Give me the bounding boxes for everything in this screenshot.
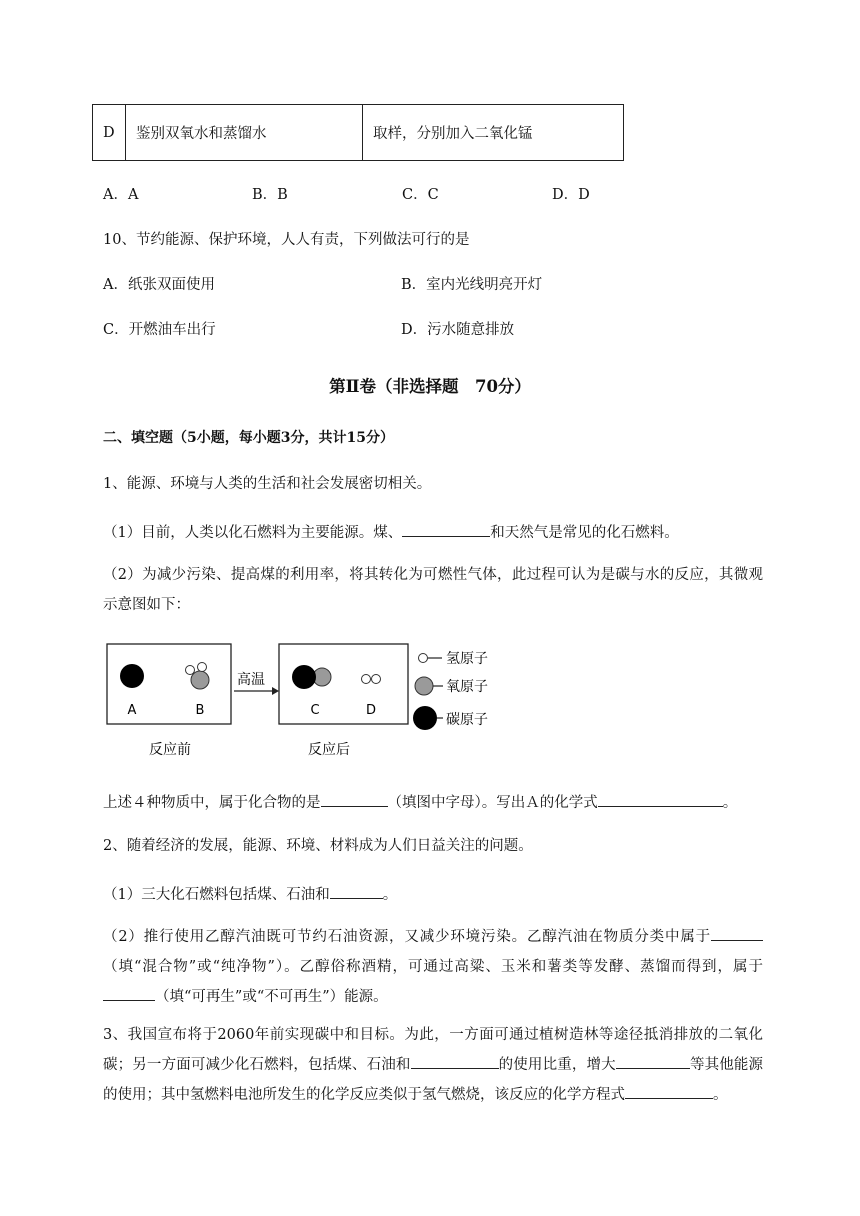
q9-choice-b: B．B [252, 187, 288, 203]
q3-text-a: 3、我国宣布将于2060年前实现碳中和目标。为此，一方面可通过植树造林等途径抵消排放的二氧化碳；另一方面可减少化石燃料，包括煤、石油和 [103, 1027, 763, 1073]
q3-blank-2[interactable] [616, 1052, 690, 1069]
hydrogen-atom-d2 [372, 675, 381, 684]
q2-sub2-text-c: （填“可再生”或“不可再生”）能源。 [155, 989, 388, 1005]
carbon-atom-a [120, 664, 144, 688]
legend-hydrogen: 氢原子 [446, 651, 488, 667]
reaction-diagram [100, 636, 520, 766]
q1-blank-2[interactable] [321, 790, 388, 807]
q1-sub2: （2）为减少污染、提高煤的利用率，将其转化为可燃性气体，此过程可认为是碳与水的反应，其微观示意图如下： [103, 567, 763, 613]
options-table [92, 104, 624, 161]
q3-blank-3[interactable] [625, 1082, 713, 1099]
q3-text-b: 的使用比重，增大 [498, 1057, 616, 1073]
q9-choice-d: D．D [552, 187, 590, 203]
label-b: B [195, 703, 205, 718]
q9-choice-c: C．C [402, 187, 439, 203]
q3-text [103, 1020, 763, 1110]
label-c: C [310, 703, 320, 718]
q10-choice-d: D．污水随意排放 [401, 322, 515, 338]
label-d: D [365, 703, 377, 718]
q1-after-text-b: （填图中字母）。写出Ａ的化学式 [387, 795, 598, 811]
q2-sub1-text-b: 。 [382, 887, 398, 903]
hydrogen-atom-b1 [186, 666, 195, 675]
q1-sub1-text-b: 和天然气是常见的化石燃料。 [490, 525, 679, 541]
legend-carbon: 碳原子 [446, 712, 488, 728]
q10-choice-b: B．室内光线明亮开灯 [401, 277, 543, 293]
q1-sub1 [103, 520, 679, 543]
section2-title: 二、填空题（5小题，每小题3分，共计15分） [103, 430, 394, 446]
q10-choice-a: A．纸张双面使用 [103, 277, 215, 293]
legend-oxygen: 氧原子 [446, 679, 488, 695]
label-a: A [127, 703, 137, 718]
q1-stem: 1、能源、环境与人类的生活和社会发展密切相关。 [103, 476, 432, 492]
row-letter: D [93, 105, 126, 161]
q1-after-text-a: 上述４种物质中，属于化合物的是 [103, 795, 321, 811]
part2-title: 第Ⅱ卷（非选择题 70分） [329, 377, 531, 396]
q2-sub2-text-b: （填“混合物”或“纯净物”）。乙醇俗称酒精，可通过高粱、玉米和薯类等发酵、蒸馏而得到，属于 [103, 959, 763, 975]
q3-text-c: 等其他能源的使用；其中氢燃料电池所发生的化学反应类似于氢气燃烧，该反应的化学方程式 [103, 1057, 764, 1103]
q2-blank-1[interactable] [330, 882, 383, 899]
q1-sub1-text-a: （1）目前，人类以化石燃料为主要能源。煤、 [103, 525, 403, 541]
q2-blank-2[interactable] [711, 924, 763, 941]
q1-after-text-c: 。 [722, 795, 738, 811]
q2-stem: 2、随着经济的发展，能源、环境、材料成为人们日益关注的问题。 [103, 838, 533, 854]
q2-sub1 [103, 882, 397, 905]
q1-blank-3[interactable] [598, 790, 723, 807]
arrow-label: 高温 [237, 672, 265, 688]
q9-choice-a: A．A [103, 187, 139, 203]
before-label: 反应前 [149, 742, 191, 758]
q3-blank-1[interactable] [411, 1052, 499, 1069]
legend-hydrogen-symbol [419, 654, 428, 663]
table-row [93, 105, 624, 161]
q2-blank-3[interactable] [103, 984, 155, 1001]
q2-sub1-text-a: （1）三大化石燃料包括煤、石油和 [103, 887, 330, 903]
row-method: 取样，分别加入二氧化锰 [363, 105, 624, 161]
q2-sub2-text-a: （2）推行使用乙醇汽油既可节约石油资源，又减少环境污染。乙醇汽油在物质分类中属于 [103, 929, 711, 945]
hydrogen-atom-b2 [198, 663, 207, 672]
arrow-head [272, 687, 279, 695]
carbon-atom-c [292, 665, 316, 689]
q10-choice-c: C．开燃油车出行 [103, 322, 216, 338]
oxygen-atom-b [191, 671, 209, 689]
legend-carbon-symbol [413, 706, 437, 730]
q2-sub2 [103, 922, 763, 1012]
row-experiment: 鉴别双氧水和蒸馏水 [126, 105, 363, 161]
q1-blank-1[interactable] [402, 520, 490, 537]
hydrogen-atom-d1 [362, 675, 371, 684]
legend-oxygen-symbol [415, 677, 433, 695]
q1-after [103, 790, 737, 813]
after-label: 反应后 [308, 742, 350, 758]
q3-text-d: 。 [713, 1087, 728, 1103]
q10-stem: 10、节约能源、保护环境，人人有责，下列做法可行的是 [103, 232, 470, 248]
